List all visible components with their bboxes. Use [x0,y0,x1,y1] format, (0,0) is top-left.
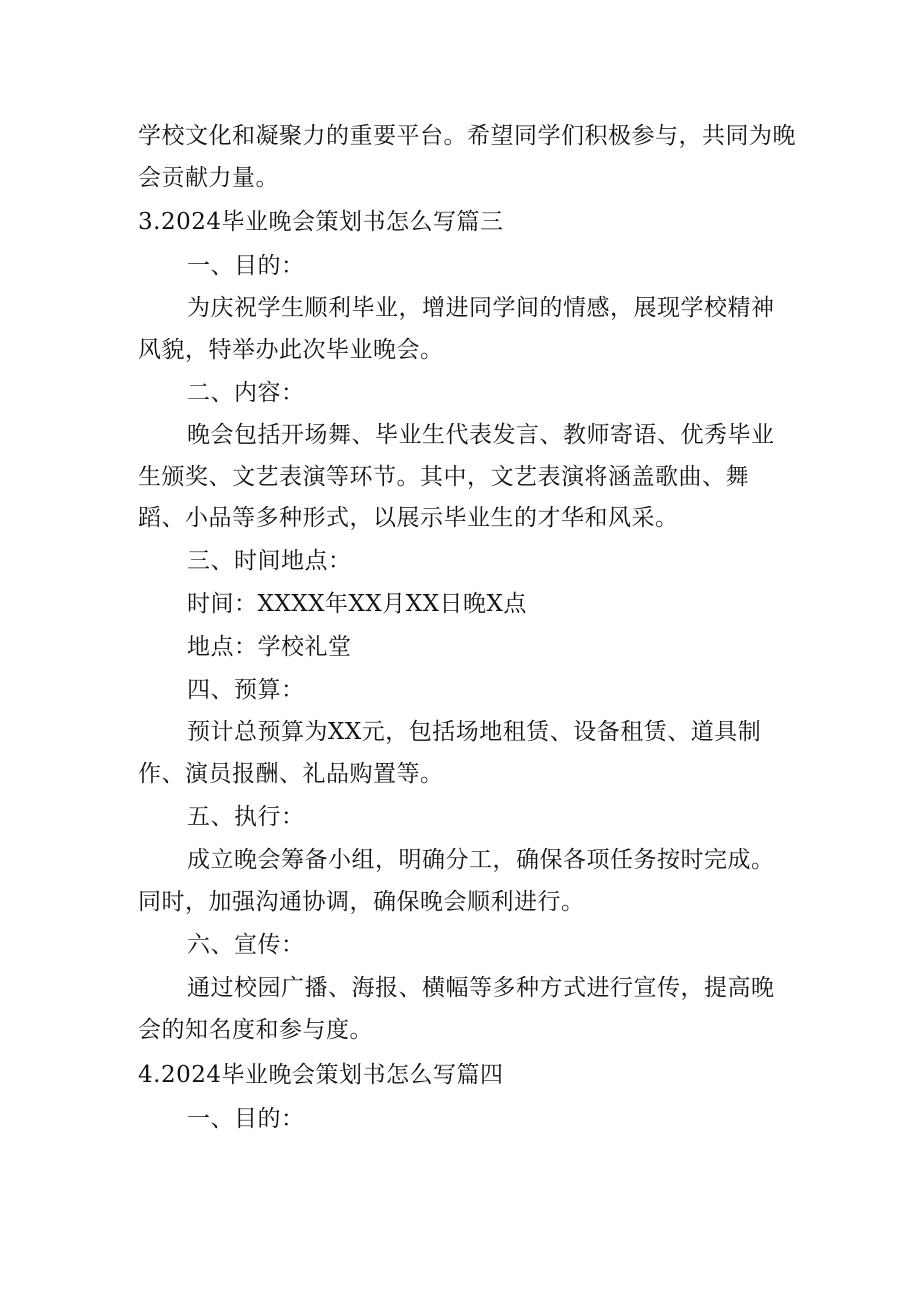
subsection-heading: 二、内容： [187,380,305,406]
subsection-heading: 六、宣传： [187,932,305,958]
paragraph-line: 生颁奖、文艺表演等环节。其中，文艺表演将涵盖歌曲、舞 [138,464,749,490]
subsection-heading: 一、目的： [187,1106,305,1132]
section-heading: 3.2024毕业晚会策划书怎么写篇三 [138,209,504,235]
paragraph-line: 为庆祝学生顺利毕业，增进同学间的情感，展现学校精神 [187,295,775,321]
paragraph-line: 地点：学校礼堂 [187,634,352,660]
paragraph-line: 作、演员报酬、礼品购置等。 [138,761,444,787]
paragraph-line: 晚会包括开场舞、毕业生代表发言、教师寄语、优秀毕业 [187,422,775,448]
paragraph-line: 成立晚会筹备小组，明确分工，确保各项任务按时完成。 [187,847,775,873]
subsection-heading: 三、时间地点： [187,548,352,574]
subsection-heading: 四、预算： [187,677,305,703]
paragraph-line: 风貌，特举办此次毕业晚会。 [138,337,444,363]
paragraph-line: 同时，加强沟通协调，确保晚会顺利进行。 [138,889,585,915]
paragraph-line: 学校文化和凝聚力的重要平台。希望同学们积极参与，共同为晚 [138,123,796,149]
subsection-heading: 一、目的： [187,253,305,279]
paragraph-line: 时间：XXXX年XX月XX日晚X点 [187,591,527,617]
paragraph-line: 会的知名度和参与度。 [138,1017,373,1043]
subsection-heading: 五、执行： [187,804,305,830]
paragraph-line: 会贡献力量。 [138,165,279,191]
paragraph-line: 通过校园广播、海报、横幅等多种方式进行宣传，提高晚 [187,975,775,1001]
section-heading: 4.2024毕业晚会策划书怎么写篇四 [138,1062,504,1088]
paragraph-line: 预计总预算为XX元，包括场地租赁、设备租赁、道具制 [187,719,762,745]
paragraph-line: 蹈、小品等多种形式，以展示毕业生的才华和风采。 [138,505,679,531]
